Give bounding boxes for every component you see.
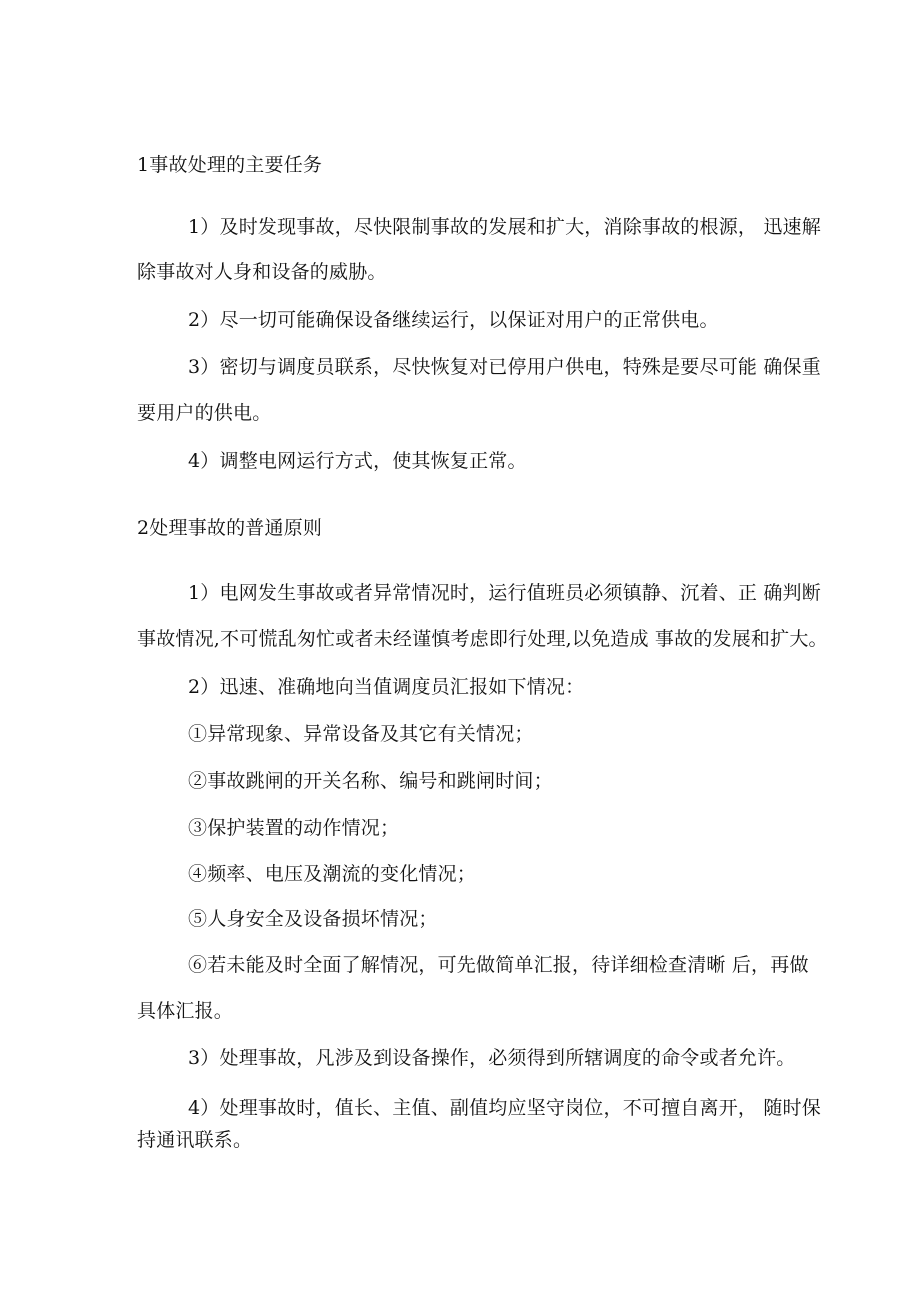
section-1-title: 1事故处理的主要任务 xyxy=(137,154,323,176)
section-2-sub-item-2: ②事故跳闸的开关名称、编号和跳闸时间； xyxy=(188,770,553,792)
section-2-sub-item-1: ①异常现象、异常设备及其它有关情况； xyxy=(188,723,534,745)
section-1-item-3-line-1: 3）密切与调度员联系，尽快恢复对已停用户供电，特殊是要尽可能 确保重 xyxy=(188,356,821,378)
section-2-item-2: 2）迅速、准确地向当值调度员汇报如下情况： xyxy=(188,676,585,698)
section-2-sub-item-6-line-2: 具体汇报。 xyxy=(137,1000,234,1022)
section-1-item-3-line-2: 要用户的供电。 xyxy=(137,402,272,424)
section-2-item-1-line-1: 1）电网发生事故或者异常情况时，运行值班员必须镇静、沉着、正 确判断 xyxy=(188,582,821,604)
section-2-sub-item-6-line-1: ⑥若未能及时全面了解情况，可先做简单汇报，待详细检查清晰 后，再做 xyxy=(188,954,809,976)
section-1-item-1-line-1: 1）及时发现事故，尽快限制事故的发展和扩大，消除事故的根源， 迅速解 xyxy=(188,216,821,238)
section-2-sub-item-4: ④频率、电压及潮流的变化情况； xyxy=(188,863,477,885)
section-1-item-2: 2）尽一切可能确保设备继续运行，以保证对用户的正常供电。 xyxy=(188,309,719,331)
section-1-item-4: 4）调整电网运行方式，使其恢复正常。 xyxy=(188,450,527,472)
section-2-sub-item-5: ⑤人身安全及设备损坏情况； xyxy=(188,908,438,930)
section-2-title: 2处理事故的普通原则 xyxy=(137,517,323,539)
section-1-item-1-line-2: 除事故对人身和设备的威胁。 xyxy=(137,261,387,283)
section-2-item-4-line-1: 4）处理事故时，值长、主值、副值均应坚守岗位，不可擅自离开， 随时保 xyxy=(188,1097,821,1119)
section-2-item-3: 3）处理事故，凡涉及到设备操作，必须得到所辖调度的命令或者允许。 xyxy=(188,1047,796,1069)
section-2-sub-item-3: ③保护装置的动作情况； xyxy=(188,817,400,839)
section-2-item-4-line-2: 持通讯联系。 xyxy=(137,1129,253,1151)
section-2-item-1-line-2: 事故情况,不可慌乱匆忙或者未经谨慎考虑即行处理,以免造成 事故的发展和扩大。 xyxy=(137,628,828,650)
